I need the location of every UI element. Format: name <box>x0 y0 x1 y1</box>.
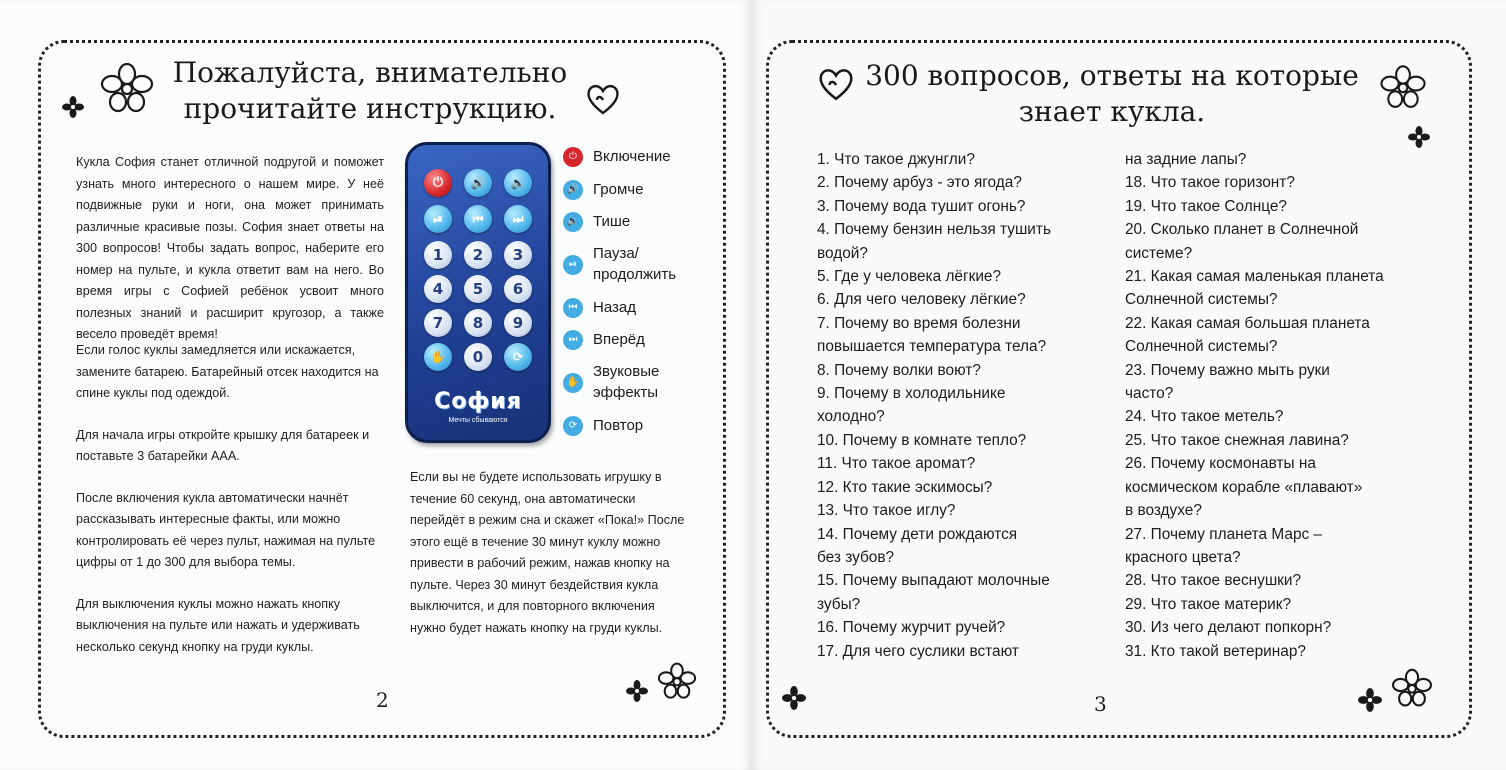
remote-power-button: ⏻ <box>424 169 452 197</box>
remote-digit-1: 1 <box>424 241 452 269</box>
flower-filled-icon <box>1358 688 1382 712</box>
instructions-column <box>76 340 384 671</box>
next-icon: ⏭ <box>563 330 583 350</box>
flower-outline-icon <box>98 62 156 114</box>
page-number: 2 <box>376 688 389 712</box>
remote-volume-up-button: 🔊 <box>464 169 492 197</box>
question-line: 18. Что такое горизонт? <box>1125 174 1295 192</box>
remote-prev-button: ⏮ <box>464 205 492 233</box>
remote-digit-0: 0 <box>464 343 492 371</box>
question-line: системе? <box>1125 244 1193 262</box>
question-line: 25. Что такое снежная лавина? <box>1125 431 1349 449</box>
question-line: 3. Почему вода тушит огонь? <box>817 197 1026 215</box>
question-line: 1. Что такое джунгли? <box>817 151 975 168</box>
power-off-note: Для выключения куклы можно нажать кнопку выключения на пульте или нажать и удерживать несколько секунд кнопку на груди куклы. <box>76 596 360 654</box>
page-number: 3 <box>1094 692 1107 716</box>
questions-column-1 <box>817 148 1117 663</box>
remote-digit-4: 4 <box>424 275 452 303</box>
question-line: 5. Где у человека лёгкие? <box>817 268 1002 286</box>
question-line: 10. Почему в комнате тепло? <box>817 431 1027 449</box>
pause-play-icon: ⏯ <box>563 255 583 275</box>
question-line: 24. Что такое метель? <box>1125 408 1284 426</box>
question-line: 11. Что такое аромат? <box>817 455 976 473</box>
question-line: 21. Какая самая маленькая планета <box>1125 268 1384 286</box>
start-note: Для начала игры откройте крышку для батареек и поставьте 3 батарейки ААА. <box>76 427 370 463</box>
page-title: 300 вопросов, ответы на которые знает кукла. <box>865 59 1359 128</box>
question-line: Солнечной системы? <box>1125 291 1278 309</box>
sound-effects-icon: ✋ <box>563 373 583 393</box>
question-line: 13. Что такое иглу? <box>817 502 956 520</box>
question-line: 29. Что такое материк? <box>1125 595 1292 613</box>
questions-column-2 <box>1125 148 1425 663</box>
right-page <box>752 0 1506 770</box>
remote-control <box>405 142 551 443</box>
remote-digit-8: 8 <box>464 309 492 337</box>
question-line: часто? <box>1125 385 1174 403</box>
question-line: водой? <box>817 244 868 262</box>
question-line: 12. Кто такие эскимосы? <box>817 478 993 496</box>
question-line: 20. Сколько планет в Солнечной <box>1125 221 1359 239</box>
heart-outline-icon <box>816 66 856 102</box>
battery-note: Если голос куклы замедляется или искажается, замените батарею. Батарейный отсек находится на спине куклы под одеждой. <box>76 343 379 400</box>
question-line: 6. Для чего человеку лёгкие? <box>817 291 1026 309</box>
question-line: 7. Почему во время болезни <box>817 314 1021 332</box>
remote-digit-7: 7 <box>424 309 452 337</box>
heart-outline-icon <box>585 82 621 116</box>
remote-digit-3: 3 <box>504 241 532 269</box>
flower-filled-icon <box>626 680 648 702</box>
volume-up-icon: 🔊 <box>563 180 583 200</box>
remote-sound-effects-button: ✋ <box>424 343 452 371</box>
sleep-mode-note: Если вы не будете использовать игрушку в течение 60 секунд, она автоматически перейдёт в режим сна и скажет «Пока!» После этого ещё в течение 30 минут куклу можно привести в рабочий режим, нажав кнопку на пульте. Через 30 минут бездействия кукла выключится, и для повторного включения нужно будет нажать кнопку на груди куклы. <box>410 470 685 635</box>
remote-digit-5: 5 <box>464 275 492 303</box>
page-title: Пожалуйста, внимательно прочитайте инструкцию. <box>172 56 568 125</box>
question-line: 30. Из чего делают попкорн? <box>1125 619 1332 637</box>
question-line: 23. Почему важно мыть руки <box>1125 361 1330 379</box>
question-line: 4. Почему бензин нельзя тушить <box>817 221 1051 239</box>
flower-outline-icon <box>1390 668 1434 708</box>
question-line: красного цвета? <box>1125 548 1241 566</box>
question-line: повышается температура тела? <box>817 338 1047 356</box>
flower-outline-icon <box>656 662 698 700</box>
question-line: холодно? <box>817 408 885 426</box>
left-page: Пожалуйста, внимательно прочитайте инструкцию. Кукла София станет отличной подругой и поможет узнать много интересного о нашем мире. У неё подвижные руки и ноги, она может принимать различные красивые позы. София знает ответы на 300 вопросов! Чтобы задать вопрос, наберите его номер на пульте, и кукла ответит вам на него. Во время игры с Софией ребёнок усвоит много полезных знаний и расширит кругозор, а также весело проведёт время! Если голос куклы замедляется или искажается, замените батарею. Батарейный отсек находится на спине куклы под одеждой. Для начала игры откройте крышку для батареек и поставьте 3 батарейки ААА. После включения кукла автоматически начнёт рассказывать интересные факты, или можно контролировать её через пульт, нажимая на пульте цифры от 1 до 300 для выбора темы. Для выключения куклы можно нажать кнопку выключения на пульте или нажать и удерживать несколько секунд кнопку на груди куклы. Если вы не будете использовать игрушку в течение 60 секунд, она автоматически перейдёт в режим сна и скажет «Пока!» После этого ещё в течение 30 минут куклу можно привести в рабочий режим, нажав кнопку на пульте. Через 30 минут бездействия кукла выключится, и для повторного включения нужно будет нажать кнопку на груди куклы. ⏻ 🔊 🔉 ⏯ ⏮ ⏭ 1 2 3 4 5 6 7 8 9 ✋ 0 ⟳ София Мечты сбываются ⏻ Включение 🔊 Громче 🔉 Тише ⏯ Пауза/ продолжить ⏮ Назад ⏭ Вперёд ✋ Звуковые эффекты ⟳ Повтор 2 <box>0 0 752 770</box>
question-line: 22. Какая самая большая планета <box>1125 314 1370 332</box>
flower-filled-icon <box>62 96 84 118</box>
remote-logo: София <box>434 389 522 414</box>
volume-down-icon: 🔉 <box>563 212 583 232</box>
question-line: в воздухе? <box>1125 502 1202 520</box>
remote-pause-button: ⏯ <box>424 205 452 233</box>
previous-icon: ⏮ <box>563 298 583 318</box>
question-line: зубы? <box>817 595 861 613</box>
question-line: 19. Что такое Солнце? <box>1125 197 1287 215</box>
question-line: 28. Что такое веснушки? <box>1125 572 1302 590</box>
question-line: 2. Почему арбуз - это ягода? <box>817 174 1022 192</box>
remote-digit-2: 2 <box>464 241 492 269</box>
flower-filled-icon <box>1408 126 1430 148</box>
question-line: 15. Почему выпадают молочные <box>817 572 1050 590</box>
question-line: без зубов? <box>817 548 895 566</box>
intro-text: Кукла София станет отличной подругой и поможет узнать много интересного о нашем мире. У неё подвижные руки и ноги, она может принимать различные красивые позы. София знает ответы на 300 вопросов! Чтобы задать вопрос, наберите его номер на пульте, и кукла ответит вам на него. Во время игры с Софией ребёнок усвоит много полезных знаний и расширит кругозор, а также весело проведёт время! <box>76 155 384 341</box>
remote-digit-9: 9 <box>504 309 532 337</box>
question-line: 17. Для чего суслики встают <box>817 642 1019 660</box>
question-line: 31. Кто такой ветеринар? <box>1125 642 1306 660</box>
question-line: 9. Почему в холодильнике <box>817 385 1006 403</box>
power-icon: ⏻ <box>563 147 583 167</box>
power-on-note: После включения кукла автоматически начнёт рассказывать интересные факты, или можно контролировать её через пульт, нажимая на пульте цифры от 1 до 300 для выбора темы. <box>76 490 376 569</box>
question-line: Солнечной системы? <box>1125 338 1278 356</box>
remote-digit-6: 6 <box>504 275 532 303</box>
question-line: 26. Почему космонавты на <box>1125 455 1316 473</box>
remote-repeat-button: ⟳ <box>504 343 532 371</box>
remote-volume-down-button: 🔉 <box>504 169 532 197</box>
question-line: космическом корабле «плавают» <box>1125 478 1363 496</box>
flower-filled-icon <box>782 686 806 710</box>
question-line: 14. Почему дети рождаются <box>817 525 1018 543</box>
repeat-icon: ⟳ <box>563 416 583 436</box>
flower-outline-icon <box>1378 64 1428 110</box>
question-line: 16. Почему журчит ручей? <box>817 619 1006 637</box>
question-line: 8. Почему волки воют? <box>817 361 981 379</box>
remote-logo-tagline: Мечты сбываются <box>448 417 508 424</box>
remote-next-button: ⏭ <box>504 205 532 233</box>
question-line: на задние лапы? <box>1125 151 1247 168</box>
question-line: 27. Почему планета Марс – <box>1125 525 1323 543</box>
